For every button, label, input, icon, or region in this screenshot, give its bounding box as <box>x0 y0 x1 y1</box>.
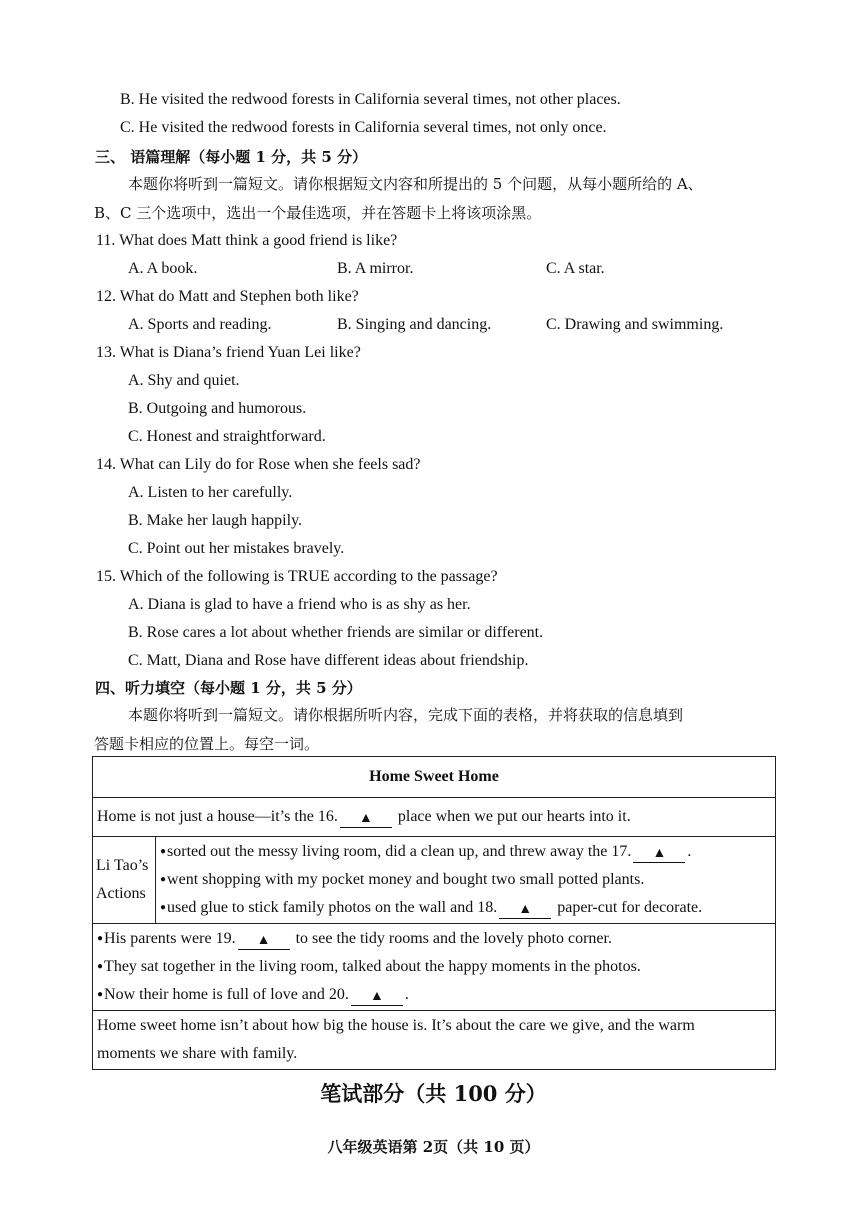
question-15: 15. Which of the following is TRUE according to the passage? <box>96 568 498 585</box>
bullet-icon: ● <box>160 874 167 885</box>
q14-option-c: C. Point out her mistakes bravely. <box>128 540 345 557</box>
result3-text-post: . <box>404 986 409 1003</box>
blank-triangle-icon: ▲ <box>358 811 373 826</box>
actions-list <box>156 837 776 924</box>
blank-16[interactable] <box>340 810 392 828</box>
blank-triangle-icon: ▲ <box>518 902 533 917</box>
q15-option-b: B. Rose cares a lot about whether friends are similar or different. <box>128 624 544 641</box>
bullet-icon: ● <box>97 961 104 972</box>
bullet-icon: ● <box>160 846 167 857</box>
blank-triangle-icon: ▲ <box>652 846 667 861</box>
result2-text: They sat together in the living room, talked about the happy moments in the photos. <box>104 958 641 975</box>
action-item-1 <box>160 838 771 866</box>
result-item-1 <box>97 925 771 953</box>
intro-text-post: place when we put our hearts into it. <box>397 808 631 825</box>
action-item-3 <box>160 894 771 922</box>
q15-option-c: C. Matt, Diana and Rose have different ideas about friendship. <box>128 652 529 669</box>
results-list <box>93 924 776 1011</box>
table-intro-row <box>93 798 776 837</box>
result3-text-pre: Now their home is full of love and 20. <box>104 986 349 1003</box>
listening-table <box>92 756 776 1070</box>
q13-option-a: A. Shy and quiet. <box>128 372 240 389</box>
blank-20[interactable] <box>351 988 403 1006</box>
section4-instructions-1: 本题你将听到一篇短文。请你根据所听内容，完成下面的表格，并将获取的信息填到 <box>128 706 684 724</box>
bullet-icon: ● <box>160 902 167 913</box>
section3-instructions-2: B、C 三个选项中，选出一个最佳选项，并在答题卡上将该项涂黑。 <box>94 204 542 222</box>
action3-text-pre: used glue to stick family photos on the wall and 18. <box>167 899 498 916</box>
q15-option-a: A. Diana is glad to have a friend who is as shy as her. <box>128 596 471 613</box>
written-part-title: 笔试部分（共 100 分） <box>320 1081 547 1106</box>
page-footer: 八年级英语第 2页（共 10 页） <box>327 1138 540 1156</box>
result1-text-post: to see the tidy rooms and the lovely photo corner. <box>295 930 612 947</box>
section3-instructions-1: 本题你将听到一篇短文。请你根据短文内容和所提出的 5 个问题，从每小题所给的 A、 <box>128 175 703 193</box>
q13-option-c: C. Honest and straightforward. <box>128 428 326 445</box>
q12-option-a: A. Sports and reading. <box>128 316 272 333</box>
actions-label-line1: Li Tao’s <box>96 857 149 874</box>
section3-heading: 三、 语篇理解（每小题 1 分，共 5 分） <box>95 148 367 166</box>
action3-text-post: paper-cut for decorate. <box>557 899 703 916</box>
question-14: 14. What can Lily do for Rose when she feels sad? <box>96 456 421 473</box>
actions-label <box>93 837 156 924</box>
q11-option-c: C. A star. <box>546 260 605 277</box>
option-10c: C. He visited the redwood forests in California several times, not only once. <box>120 119 607 136</box>
q14-option-a: A. Listen to her carefully. <box>128 484 293 501</box>
question-13: 13. What is Diana’s friend Yuan Lei like? <box>96 344 361 361</box>
question-11: 11. What does Matt think a good friend is like? <box>96 232 398 249</box>
blank-triangle-icon: ▲ <box>256 933 271 948</box>
q13-option-b: B. Outgoing and humorous. <box>128 400 307 417</box>
q12-option-c: C. Drawing and swimming. <box>546 316 724 333</box>
action1-text-post: . <box>687 843 692 860</box>
option-10b: B. He visited the redwood forests in California several times, not other places. <box>120 91 621 108</box>
bullet-icon: ● <box>97 989 104 1000</box>
section4-instructions-2: 答题卡相应的位置上。每空一词。 <box>94 735 320 753</box>
q12-option-b: B. Singing and dancing. <box>337 316 492 333</box>
result-item-3 <box>97 981 771 1009</box>
action-item-2 <box>160 866 771 894</box>
table-title: Home Sweet Home <box>93 757 776 798</box>
bullet-icon: ● <box>97 933 104 944</box>
action1-text-pre: sorted out the messy living room, did a clean up, and threw away the 17. <box>167 843 632 860</box>
blank-18[interactable] <box>499 901 551 919</box>
blank-19[interactable] <box>238 932 290 950</box>
q14-option-b: B. Make her laugh happily. <box>128 512 303 529</box>
intro-text-pre: Home is not just a house—it’s the 16. <box>97 808 338 825</box>
result1-text-pre: His parents were 19. <box>104 930 236 947</box>
question-12: 12. What do Matt and Stephen both like? <box>96 288 359 305</box>
closing-line-1: Home sweet home isn’t about how big the house is. It’s about the care we give, and the warm <box>97 1017 695 1034</box>
blank-17[interactable] <box>633 845 685 863</box>
closing-cell <box>93 1011 776 1070</box>
section4-heading: 四、听力填空（每小题 1 分，共 5 分） <box>95 679 362 697</box>
q11-option-a: A. A book. <box>128 260 198 277</box>
actions-label-line2: Actions <box>96 885 146 902</box>
result-item-2 <box>97 953 771 981</box>
q11-option-b: B. A mirror. <box>337 260 414 277</box>
closing-line-2: moments we share with family. <box>97 1045 298 1062</box>
action2-text: went shopping with my pocket money and bought two small potted plants. <box>167 871 645 888</box>
blank-triangle-icon: ▲ <box>369 989 384 1004</box>
